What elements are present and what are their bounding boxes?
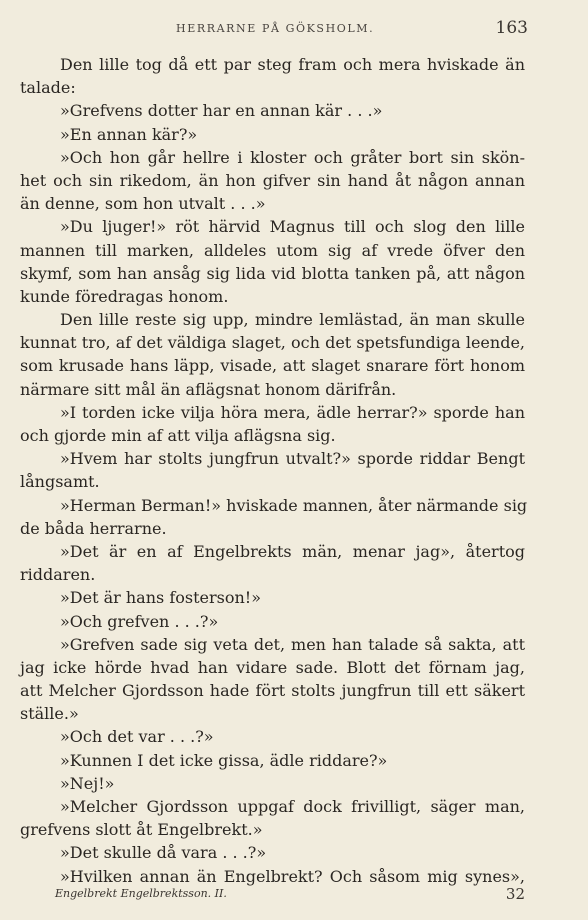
text-line: kunde föredragas honom. [20,286,229,306]
text-line: Den lille tog då ett par steg fram och mera hviskade än [60,55,525,74]
text-line: »En annan kär?» [60,124,198,144]
text-line: »Det är hans fosterson!» [60,588,261,608]
running-title: HERRARNE PÅ GÖKSHOLM. [176,22,375,35]
text-line: ställe.» [20,704,79,724]
text-line: än denne, som hon utvalt . . .» [20,194,266,214]
text-line: »Det skulle då vara . . .?» [60,843,267,863]
text-line: »Du ljuger!» röt härvid Magnus till och slog den lille [60,217,525,237]
text-line: »Kunnen I det icke gissa, ädle riddare?» [60,750,388,770]
text-line: »Hvilken annan än Engelbrekt? Och såsom mig synes», [60,866,525,886]
text-line: jag icke hörde hvad han vidare sade. Blott det förnam jag, [20,657,525,677]
body-text [20,53,528,888]
text-line: »Nej!» [60,773,115,793]
text-line: kunnat tro, af det väldiga slaget, och det spetsfundiga leende, [20,333,525,353]
text-line: de båda herrarne. [20,518,167,538]
text-line: långsamt. [20,472,100,492]
printer-signature: Engelbrekt Engelbrektsson. II. [55,887,227,900]
text-line: »I torden icke vilja höra mera, ädle herrar?» sporde han [60,402,525,422]
running-head [0,18,588,42]
text-line: riddaren. [20,565,96,585]
text-line: »Och hon går hellre i kloster och gråter bort sin skön- [60,147,525,167]
text-line: »Och det var . . .?» [60,727,214,747]
text-line: och gjorde min af att vilja aflägsna sig. [20,426,336,445]
text-line: skymf, som han ansåg sig lida vid blotta tanken på, att någon [20,263,525,283]
text-line: »Hvem har stolts jungfrun utvalt?» sporde riddar Bengt [60,449,525,469]
text-line: »Grefven sade sig veta det, men han talade så sakta, att [60,634,525,654]
page-number: 163 [495,18,528,38]
text-line: som krusade hans läpp, visade, att slaget snarare fört honom [20,356,525,376]
text-line: »Och grefven . . .?» [60,611,219,631]
text-line: »Melcher Gjordsson uppgaf dock frivilligt, säger man, [60,797,525,816]
text-line: »Herman Berman!» hviskade mannen, åter närmande sig [60,495,528,515]
text-line: mannen till marken, alldeles utom sig af vrede öfver den [20,240,525,260]
text-line: grefvens slott åt Engelbrekt.» [20,820,263,840]
text-line: »Det är en af Engelbrekts män, menar jag», återtog [60,541,525,561]
text-line: Den lille reste sig upp, mindre lemlästad, än man skulle [60,310,525,330]
text-line: att Melcher Gjordsson hade fört stolts jungfrun till ett säkert [20,681,525,701]
text-line: het och sin rikedom, än hon gifver sin hand åt någon annan [20,170,525,190]
text-line: närmare sitt mål än aflägsnat honom därifrån. [20,379,397,399]
text-line: »Grefvens dotter har en annan kär . . .» [60,101,383,121]
signature-number: 32 [505,885,525,903]
text-line: talade: [20,78,76,98]
page-footer [0,883,588,907]
